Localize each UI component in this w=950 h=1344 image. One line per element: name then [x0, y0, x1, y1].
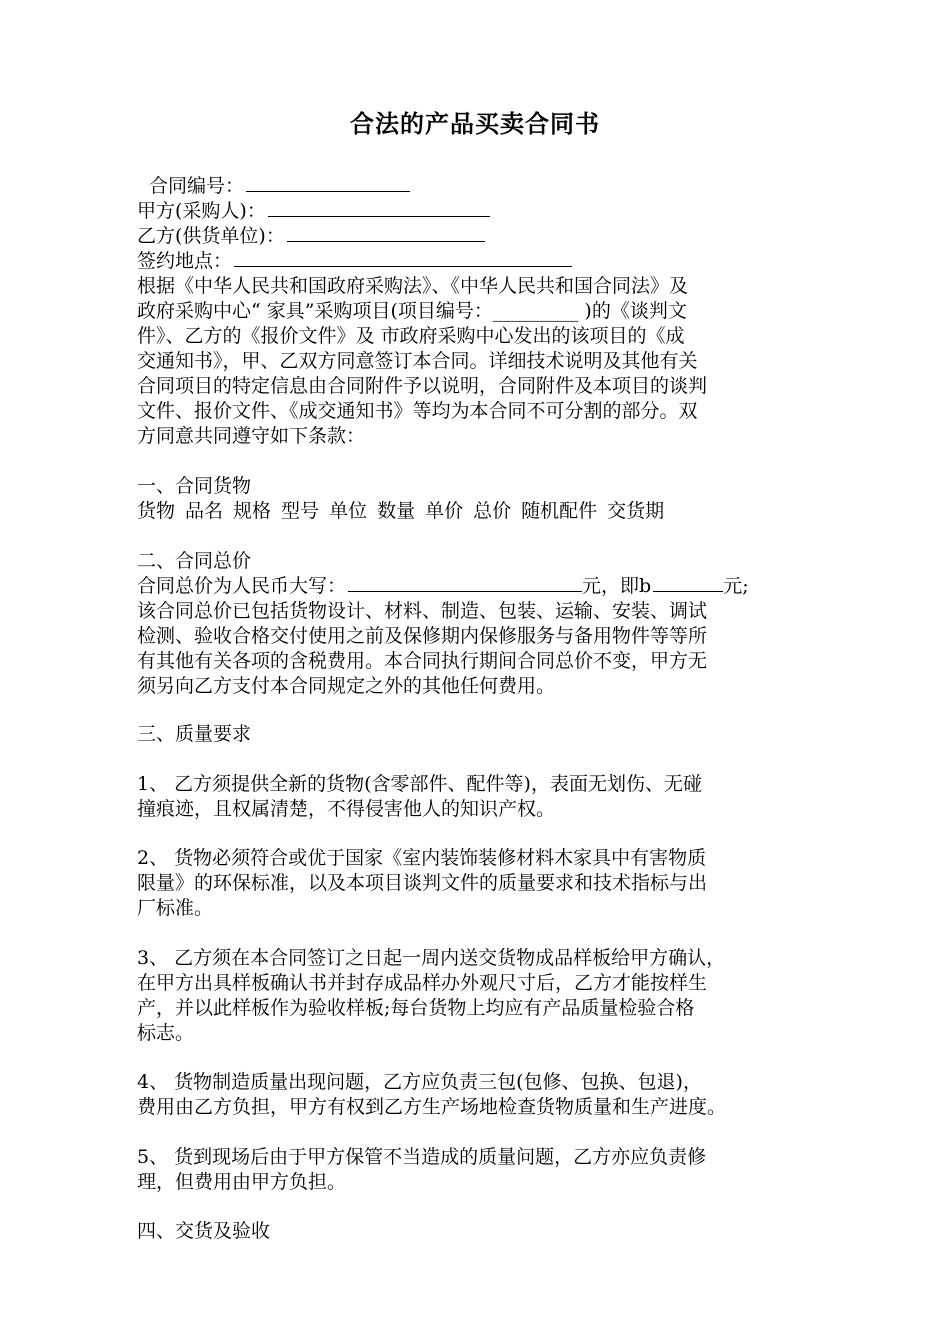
clause-line: 标志。 — [137, 1022, 195, 1044]
column-header: 品名 — [185, 500, 224, 522]
column-header: 总价 — [473, 500, 512, 522]
price-suffix: 元; — [723, 575, 749, 597]
paragraph-line: 须另向乙方支付本合同规定之外的其他任何费用。 — [137, 675, 556, 697]
clause-line: 5、 货到现场后由于甲方保管不当造成的质量问题，乙方亦应负责修 — [137, 1146, 707, 1168]
column-header: 型号 — [281, 500, 320, 522]
clause-line: 2、 货物必须符合或优于国家《室内装饰装修材料木家具中有害物质 — [137, 847, 707, 869]
paragraph-line: 检测、验收合格交付使用之前及保修期内保修服务与备用物件等等所 — [137, 625, 708, 647]
field-signing-place — [137, 249, 827, 274]
document-title: 合法的产品买卖合同书 — [350, 110, 600, 138]
clause-line: 撞痕迹，且权属清楚，不得侵害他人的知识产权。 — [137, 798, 556, 820]
blank-line — [287, 224, 485, 242]
blank-line — [348, 574, 582, 592]
blank-line — [234, 249, 572, 267]
column-header: 货物 — [137, 500, 176, 522]
total-price-line — [137, 574, 827, 599]
column-header: 交货期 — [607, 500, 665, 522]
field-label: 签约地点： — [137, 250, 233, 272]
intro-line: 合同项目的特定信息由合同附件予以说明，合同附件及本项目的谈判 — [137, 375, 708, 397]
clause-line: 3、 乙方须在本合同签订之日起一周内送交货物成品样板给甲方确认， — [137, 947, 726, 969]
intro-line: 政府采购中心“ 家具”采购项目(项目编号：_________ )的《谈判文 — [137, 300, 687, 322]
field-contract-number — [149, 174, 839, 199]
intro-line: 方同意共同遵守如下条款： — [137, 425, 366, 447]
clause-line: 费用由乙方负担，甲方有权到乙方生产场地检查货物质量和生产进度。 — [137, 1096, 727, 1118]
intro-line: 件》、乙方的《报价文件》及 市政府采购中心发出的该项目的《成 — [137, 325, 685, 347]
blank-line — [246, 174, 410, 192]
column-header: 单价 — [425, 500, 464, 522]
clause-line: 理，但费用由甲方负担。 — [137, 1171, 347, 1193]
paragraph-line: 有其他有关各项的含税费用。本合同执行期间合同总价不变，甲方无 — [137, 650, 708, 672]
clause-line: 限量》的环保标准，以及本项目谈判文件的质量要求和技术指标与出 — [137, 872, 708, 894]
clause-line: 4、 货物制造质量出现问题，乙方应负责三包(包修、包换、包退)， — [137, 1071, 702, 1093]
column-header: 单位 — [329, 500, 368, 522]
section-heading: 二、合同总价 — [137, 550, 252, 572]
section-heading: 三、质量要求 — [137, 723, 252, 745]
section-heading: 四、交货及验收 — [137, 1220, 271, 1242]
goods-table-header — [137, 499, 827, 524]
paragraph-line: 该合同总价已包括货物设计、材料、制造、包装、运输、安装、调试 — [137, 600, 708, 622]
clause-line: 在甲方出具样板确认书并封存成品样办外观尺寸后，乙方才能按样生 — [137, 972, 708, 994]
clause-line: 产，并以此样板作为验收样板;每台货物上均应有产品质量检验合格 — [137, 997, 695, 1019]
intro-line: 文件、报价文件、《成交通知书》等均为本合同不可分割的部分。双 — [137, 400, 698, 422]
blank-line — [268, 199, 490, 217]
intro-line: 交通知书》，甲、乙双方同意签订本合同。详细技术说明及其他有关 — [137, 350, 698, 372]
column-header: 规格 — [233, 500, 272, 522]
field-label: 乙方(供货单位)： — [137, 225, 285, 247]
field-label: 甲方(采购人)： — [137, 200, 266, 222]
intro-line: 根据《中华人民共和国政府采购法》、《中华人民共和国合同法》及 — [137, 275, 689, 297]
field-party-a — [137, 199, 827, 224]
clause-line: 厂标准。 — [137, 897, 214, 919]
section-heading: 一、合同货物 — [137, 475, 252, 497]
field-label: 合同编号： — [149, 175, 245, 197]
price-mid: 元，即b — [582, 575, 652, 597]
document-page — [137, 0, 827, 1344]
price-prefix: 合同总价为人民币大写： — [137, 575, 347, 597]
blank-line — [653, 574, 723, 592]
field-party-b — [137, 224, 827, 249]
column-header: 随机配件 — [521, 500, 598, 522]
clause-line: 1、 乙方须提供全新的货物(含零部件、配件等)，表面无划伤、无碰 — [137, 773, 702, 795]
column-header: 数量 — [377, 500, 416, 522]
